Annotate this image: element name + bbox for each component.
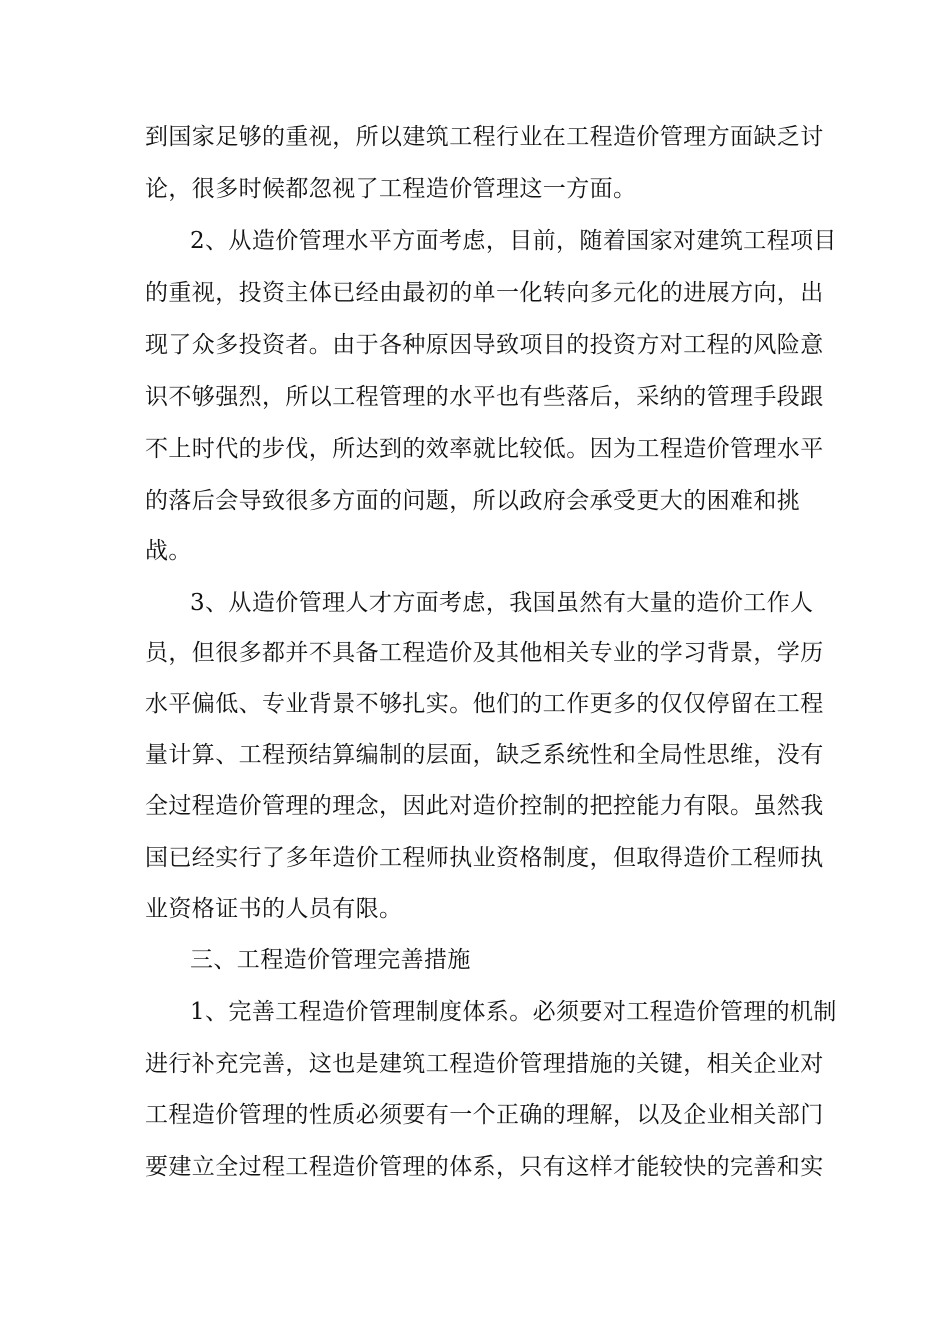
text-line: 不上时代的步伐，所达到的效率就比较低。因为工程造价管理水平 (145, 436, 824, 462)
text-line: 全过程造价管理的理念，因此对造价控制的把控能力有限。虽然我 (145, 793, 824, 819)
text-line: 进行补充完善，这也是建筑工程造价管理措施的关键，相关企业对 (145, 1051, 824, 1077)
text-line: 要建立全过程工程造价管理的体系，只有这样才能较快的完善和实 (145, 1154, 824, 1180)
paragraph-start: 2、从造价管理水平方面考虑，目前，随着国家对建筑工程项目 (190, 228, 837, 254)
text-line: 的重视，投资主体已经由最初的单一化转向多元化的进展方向，出 (145, 280, 824, 306)
text-line: 现了众多投资者。由于各种原因导致项目的投资方对工程的风险意 (145, 332, 824, 358)
text-line: 到国家足够的重视，所以建筑工程行业在工程造价管理方面缺乏讨 (145, 124, 824, 150)
text-line: 工程造价管理的性质必须要有一个正确的理解，以及企业相关部门 (145, 1102, 824, 1128)
text-line: 论，很多时候都忽视了工程造价管理这一方面。 (145, 176, 637, 202)
text-line: 的落后会导致很多方面的问题，所以政府会承受更大的困难和挑 (145, 488, 801, 514)
text-line: 识不够强烈，所以工程管理的水平也有些落后，采纳的管理手段跟 (145, 384, 824, 410)
text-line: 量计算、工程预结算编制的层面，缺乏系统性和全局性思维，没有 (145, 742, 824, 768)
paragraph-start: 1、完善工程造价管理制度体系。必须要对工程造价管理的机制 (190, 999, 837, 1025)
paragraph-start: 3、从造价管理人才方面考虑，我国虽然有大量的造价工作人 (190, 590, 814, 616)
text-line: 业资格证书的人员有限。 (145, 896, 403, 922)
text-line: 国已经实行了多年造价工程师执业资格制度，但取得造价工程师执 (145, 845, 824, 871)
text-line: 战。 (145, 538, 192, 564)
text-line: 水平偏低、专业背景不够扎实。他们的工作更多的仅仅停留在工程 (145, 691, 824, 717)
text-line: 员，但很多都并不具备工程造价及其他相关专业的学习背景，学历 (145, 640, 824, 666)
section-heading: 三、工程造价管理完善措施 (190, 947, 471, 973)
